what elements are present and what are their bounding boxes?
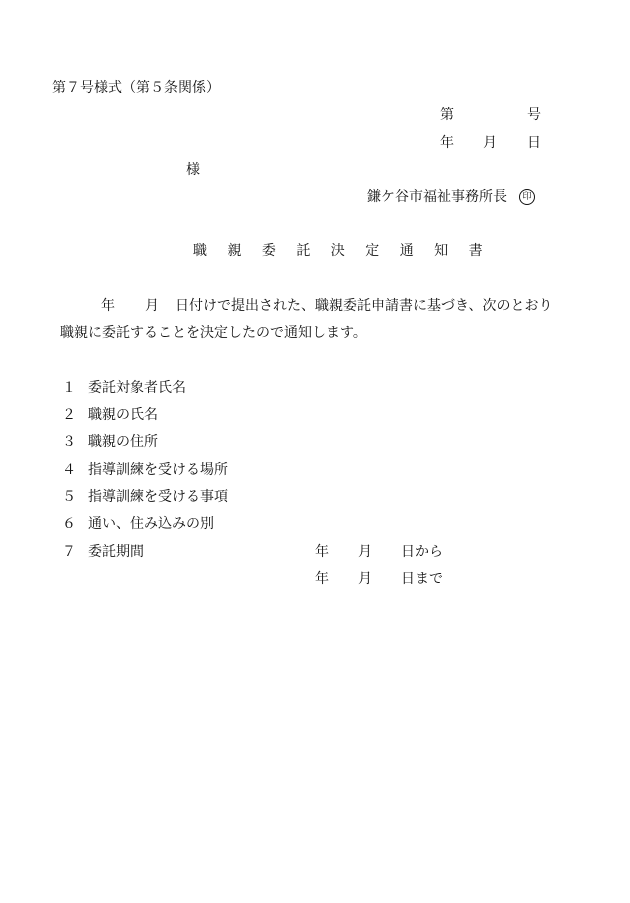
item-number: １ xyxy=(62,380,76,396)
seal-mark: 印 xyxy=(519,189,535,205)
period-from-day: 日から xyxy=(401,544,443,560)
period-from-month: 月 xyxy=(358,544,372,560)
period-from-year: 年 xyxy=(315,544,329,560)
addressee-suffix: 様 xyxy=(186,162,200,178)
period-to-year: 年 xyxy=(315,571,329,587)
item-number: ５ xyxy=(62,489,76,505)
item-5 xyxy=(62,488,228,506)
doc-number-prefix: 第 xyxy=(440,107,454,123)
document-title: 職 親 委 託 決 定 通 知 書 xyxy=(193,243,491,259)
item-number: ６ xyxy=(62,516,76,532)
item-label: 職親の住所 xyxy=(88,434,158,450)
form-number: 第７号様式（第５条関係） xyxy=(52,80,220,96)
body-month: 月 xyxy=(145,298,159,314)
date-day: 日 xyxy=(527,135,541,151)
item-6 xyxy=(62,515,214,533)
doc-number-suffix: 号 xyxy=(527,107,541,123)
period-to-month: 月 xyxy=(358,571,372,587)
item-number: ７ xyxy=(62,544,76,560)
item-2 xyxy=(62,406,158,424)
body-text-line1: 日付けで提出された、職親委託申請書に基づき、次のとおり xyxy=(175,298,553,314)
date-year: 年 xyxy=(440,135,454,151)
item-label: 委託期間 xyxy=(88,544,144,560)
item-label: 通い、住み込みの別 xyxy=(88,516,214,532)
issuer-line xyxy=(367,188,535,206)
body-text-line2: 職親に委託することを決定したので通知します。 xyxy=(60,325,367,341)
item-number: ２ xyxy=(62,407,76,423)
item-number: ３ xyxy=(62,434,76,450)
date-month: 月 xyxy=(483,135,497,151)
item-label: 委託対象者氏名 xyxy=(88,380,186,396)
item-7 xyxy=(62,543,144,561)
item-label: 指導訓練を受ける事項 xyxy=(88,489,228,505)
item-4 xyxy=(62,461,228,479)
body-year: 年 xyxy=(101,298,115,314)
item-3 xyxy=(62,433,158,451)
item-label: 職親の氏名 xyxy=(88,407,158,423)
issuer-name: 鎌ケ谷市福祉事務所長 xyxy=(367,189,507,205)
item-label: 指導訓練を受ける場所 xyxy=(88,462,228,478)
item-number: ４ xyxy=(62,462,76,478)
item-1 xyxy=(62,379,186,397)
period-to-day: 日まで xyxy=(401,571,443,587)
